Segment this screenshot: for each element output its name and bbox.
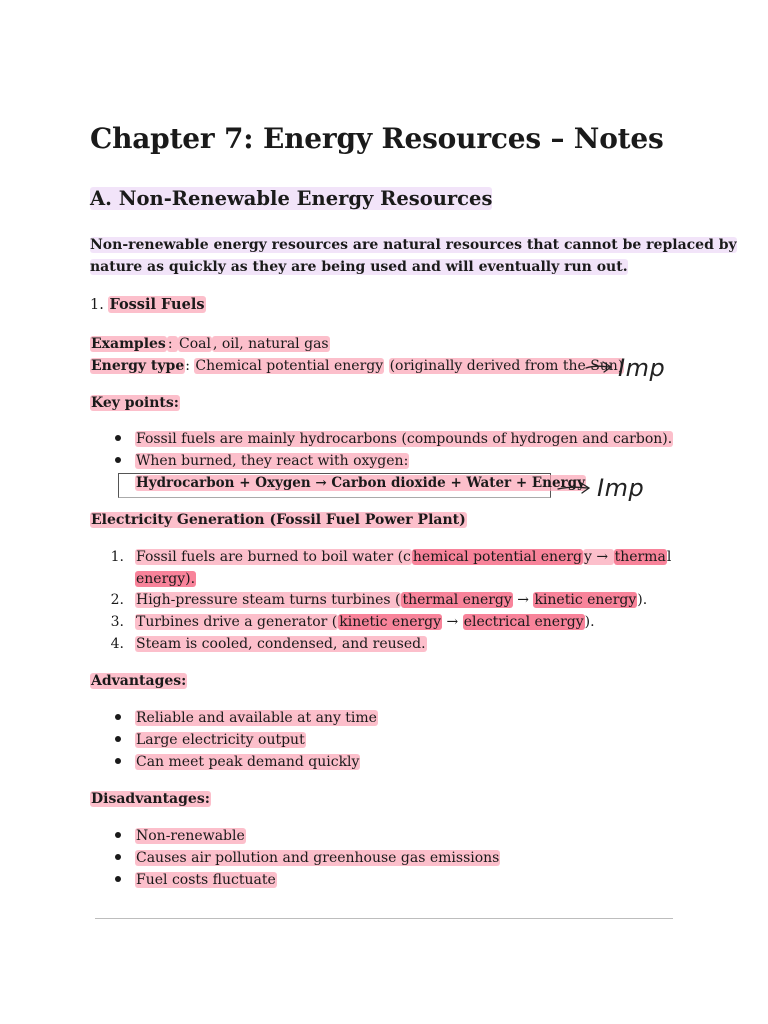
disadvantage-item-1 bbox=[135, 825, 246, 847]
energy-type-colon: : bbox=[185, 358, 195, 374]
step-2-highlight: thermal energy bbox=[402, 592, 512, 608]
bullet-icon bbox=[115, 876, 121, 882]
advantages-heading bbox=[90, 670, 187, 692]
advantage-1-text: Reliable and available at any time bbox=[136, 710, 377, 726]
step-3-highlight: kinetic energy bbox=[339, 614, 442, 630]
step-1-text: Fossil fuels are burned to boil water (c bbox=[136, 549, 411, 565]
key-points-heading bbox=[90, 392, 180, 414]
step-3-text: Turbines drive a generator ( bbox=[136, 614, 338, 630]
disadvantages-label: Disadvantages: bbox=[91, 791, 210, 807]
bullet-icon bbox=[115, 714, 121, 720]
disadvantage-1-text: Non-renewable bbox=[136, 828, 245, 844]
step-number: 4. bbox=[110, 636, 124, 652]
advantage-item-2 bbox=[135, 729, 306, 751]
step-3 bbox=[135, 611, 595, 633]
advantage-2-text: Large electricity output bbox=[136, 732, 305, 748]
disadvantage-2-text: Causes air pollution and greenhouse gas emissions bbox=[136, 850, 500, 866]
key-point-2-text: When burned, they react with oxygen: bbox=[136, 453, 409, 469]
chapter-title: Chapter 7: Energy Resources – Notes bbox=[90, 122, 664, 155]
step-1-highlight-2: therma bbox=[614, 549, 666, 565]
electricity-generation-heading bbox=[90, 509, 467, 531]
key-point-2 bbox=[135, 450, 409, 472]
energy-type-value: Chemical potential energy bbox=[195, 358, 384, 374]
bullet-icon bbox=[115, 457, 121, 463]
equation bbox=[135, 472, 586, 494]
advantage-item-1 bbox=[135, 707, 378, 729]
step-1-continued bbox=[135, 568, 196, 590]
disadvantage-item-3 bbox=[135, 869, 277, 891]
examples-label: Examples bbox=[91, 336, 166, 352]
step-2 bbox=[135, 589, 647, 611]
bullet-icon bbox=[115, 736, 121, 742]
key-point-1-text: Fossil fuels are mainly hydrocarbons (compounds of hydrogen and carbon). bbox=[136, 431, 673, 447]
examples-coal: Coal bbox=[178, 336, 211, 352]
key-point-1 bbox=[135, 428, 673, 450]
disadvantage-3-text: Fuel costs fluctuate bbox=[136, 872, 276, 888]
advantage-3-text: Can meet peak demand quickly bbox=[136, 754, 360, 770]
examples-colon: : bbox=[167, 336, 177, 352]
step-number: 1. bbox=[110, 549, 124, 565]
equation-text: Hydrocarbon + Oxygen → Carbon dioxide + Water + Energy bbox=[136, 475, 585, 491]
step-2-text: High-pressure steam turns turbines ( bbox=[136, 592, 401, 608]
intro-line-2: nature as quickly as they are being used and will eventually run out. bbox=[90, 259, 628, 275]
step-number: 3. bbox=[110, 614, 124, 630]
fossil-heading-label: Fossil Fuels bbox=[109, 296, 205, 313]
fossil-heading-number: 1. bbox=[90, 297, 104, 313]
electricity-generation-label: Electricity Generation (Fossil Fuel Power Plant) bbox=[91, 512, 466, 528]
step-4 bbox=[135, 633, 427, 655]
bullet-icon bbox=[115, 854, 121, 860]
page-divider bbox=[95, 918, 673, 919]
section-a-title: A. Non-Renewable Energy Resources bbox=[90, 187, 493, 210]
step-1-end: l bbox=[666, 549, 672, 565]
advantages-label: Advantages: bbox=[91, 673, 187, 689]
step-3-end: ). bbox=[584, 614, 595, 630]
step-2-arrow: → bbox=[512, 592, 534, 608]
disadvantage-item-2 bbox=[135, 847, 500, 869]
bullet-icon bbox=[115, 758, 121, 764]
step-1-highlight: hemical potential energ bbox=[412, 549, 583, 565]
section-a-heading bbox=[90, 187, 492, 210]
imp-handwritten-note-2: Imp bbox=[597, 474, 645, 502]
step-3-highlight-2: electrical energy bbox=[463, 614, 584, 630]
step-number: 2. bbox=[110, 592, 124, 608]
bullet-icon bbox=[115, 832, 121, 838]
energy-type-note: (originally derived from the Sun) bbox=[389, 358, 624, 374]
imp-handwritten-note-1: Imp bbox=[618, 354, 666, 382]
disadvantages-heading bbox=[90, 788, 211, 810]
step-2-highlight-2: kinetic energy bbox=[534, 592, 637, 608]
arrow-icon bbox=[585, 359, 613, 378]
energy-type-line bbox=[90, 355, 624, 377]
step-1-line-2: energy). bbox=[136, 571, 196, 587]
examples-line bbox=[90, 333, 330, 355]
bullet-icon bbox=[115, 435, 121, 441]
intro-paragraph bbox=[90, 234, 737, 278]
arrow-icon bbox=[557, 480, 591, 499]
advantage-item-3 bbox=[135, 751, 360, 773]
step-1 bbox=[135, 546, 671, 568]
examples-rest: , oil, natural gas bbox=[212, 336, 329, 352]
energy-type-label: Energy type bbox=[91, 358, 185, 374]
step-1-arrow: y → bbox=[584, 549, 613, 565]
step-4-text: Steam is cooled, condensed, and reused. bbox=[136, 636, 426, 652]
fossil-fuels-heading bbox=[90, 296, 206, 313]
step-2-end: ). bbox=[637, 592, 648, 608]
step-3-arrow: → bbox=[442, 614, 463, 630]
intro-line-1: Non-renewable energy resources are natural resources that cannot be replaced by bbox=[90, 237, 737, 253]
key-points-label: Key points: bbox=[91, 395, 179, 411]
